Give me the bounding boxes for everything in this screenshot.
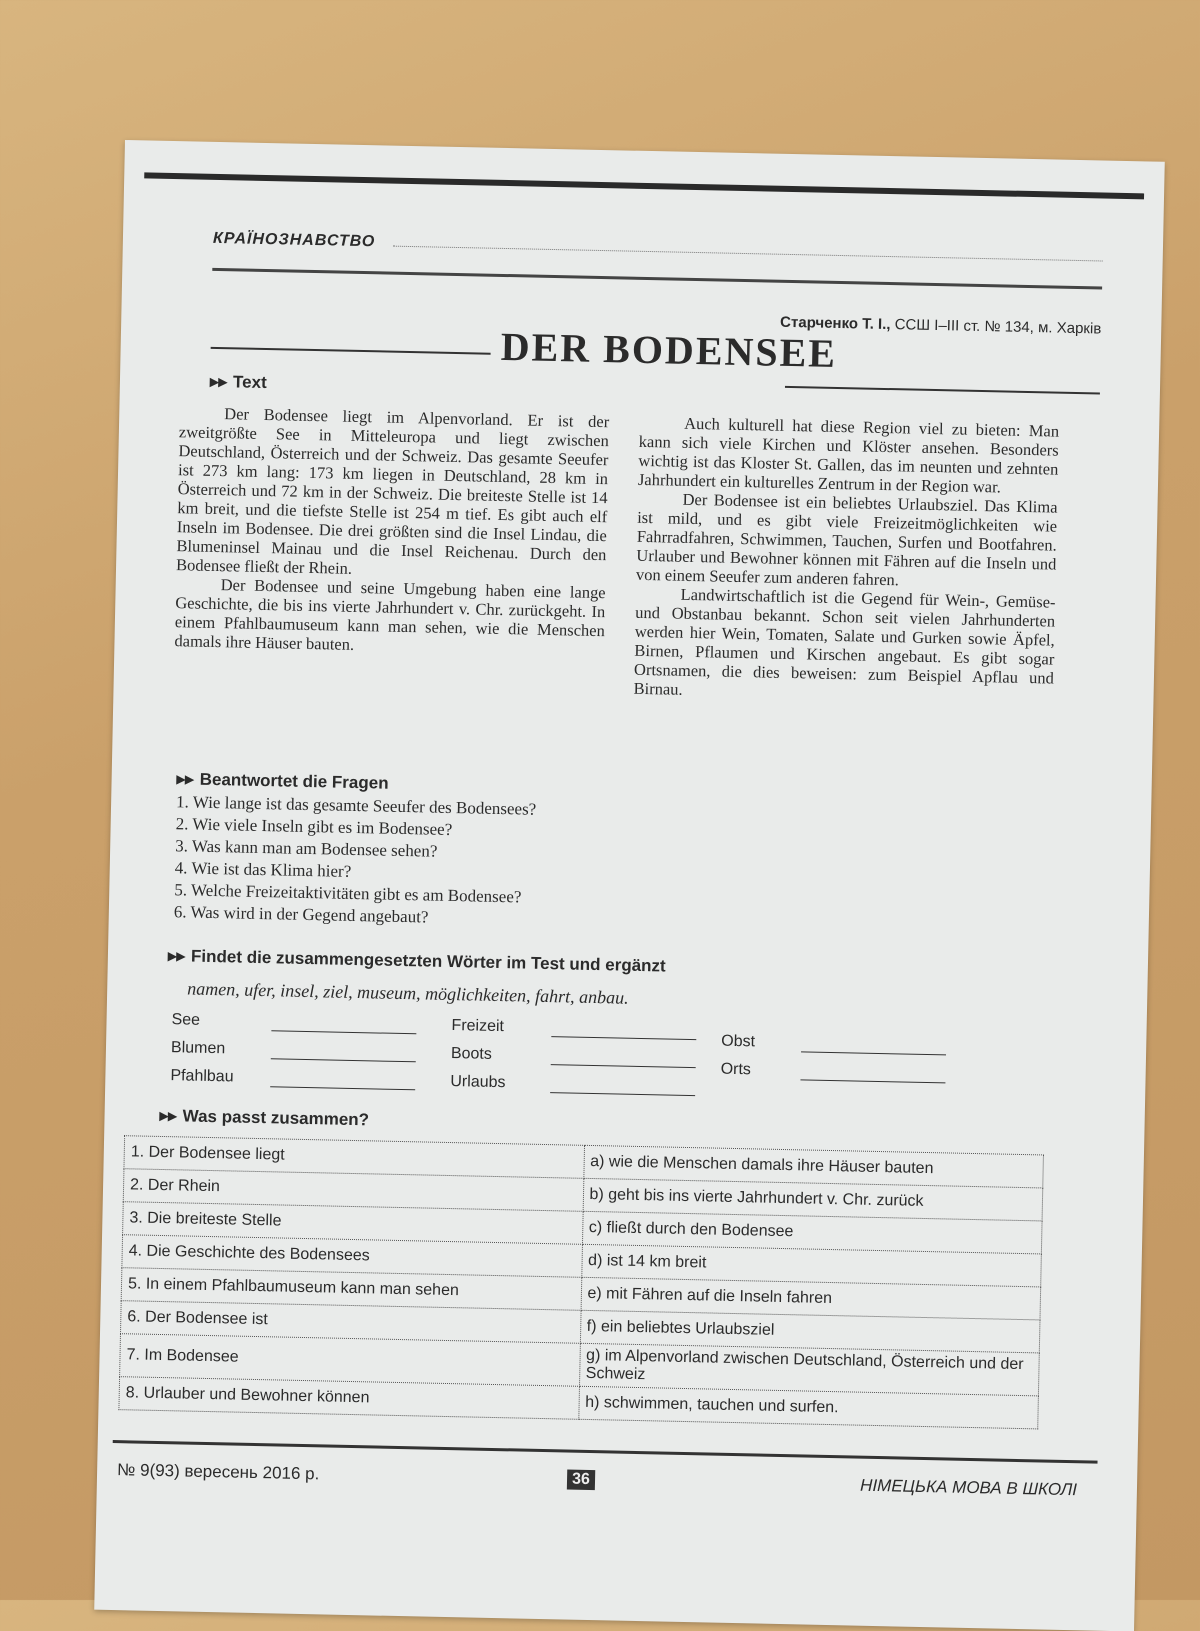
question-item: 4. Wie ist das Klima hier? [174, 858, 352, 881]
page-number: 36 [567, 1470, 595, 1491]
match-left: 6. Der Bodensee ist [121, 1301, 581, 1344]
match-heading [159, 1106, 369, 1130]
blank-label: Orts [720, 1060, 752, 1079]
blank-blumen [171, 1039, 416, 1062]
blank-label: Pfahlbau [170, 1067, 234, 1086]
match-left: 7. Im Bodensee [120, 1334, 580, 1387]
word-bank: namen, ufer, insel, ziel, museum, möglichkeiten, fahrt, anbau. [187, 978, 629, 1008]
match-right: d) ist 14 km breit [581, 1244, 1041, 1287]
author-school: ССШ І–ІІІ ст. № 134, м. Харків [894, 316, 1102, 338]
match-left: 8. Urlauber und Bewohner können [119, 1377, 579, 1420]
magazine-page [94, 140, 1165, 1631]
author-name: Старченко Т. І., [779, 313, 891, 334]
top-rule [144, 172, 1144, 199]
journal-name: НІМЕЦЬКА МОВА В ШКОЛІ [859, 1475, 1078, 1500]
blank-line[interactable] [270, 1072, 415, 1090]
match-left: 2. Der Rhein [123, 1169, 583, 1212]
match-right: b) geht bis ins vierte Jahrhundert v. Chr. zurück [583, 1178, 1043, 1221]
paragraph: Auch kulturell hat diese Region viel zu bieten: Man kann sich viele Kirchen und Klöster ansehen. Besonders wichtig ist das Kloster St. Gallen, das im neunten und zehnten Jahrhundert ein kulturelles Zentrum in der Region war. [637, 413, 1060, 497]
blank-label: Blumen [170, 1039, 226, 1058]
compound-heading-label: Findet die zusammengesetzten Wörter im Test und ergänzt [190, 946, 666, 976]
article-title: DER BODENSEE [500, 323, 838, 376]
paragraph: Der Bodensee und seine Umgebung haben eine lange Geschichte, die bis ins vierte Jahrhundert v. Chr. zurückgeht. In einem Pfahlbaumuseum kann man sehen, wie die Menschen damals ihre Häuser bauten. [174, 575, 606, 654]
issue-info: № 9(93) вересень 2016 р. [116, 1460, 320, 1484]
match-left: 5. In einem Pfahlbaumuseum kann man sehen [121, 1268, 581, 1311]
question-item: 1. Wie lange ist das gesamte Seeufer des Bodensees? [175, 792, 537, 819]
blank-label: Boots [450, 1045, 493, 1063]
paragraph: Der Bodensee ist ein beliebtes Urlaubsziel. Das Klima ist mild, und es gibt viele Freizeitmöglichkeiten wie Fahrradfahren, Schwimmen, Tauchen, Surfen und Bootfahren. Urlauber und Bewohner können mit Fähren auf die Inseln und von einem Seeufer zum anderen fahren. [635, 489, 1058, 590]
title-rule-left [211, 347, 491, 355]
match-left: 1. Der Bodensee liegt [124, 1136, 584, 1179]
blank-obst [721, 1033, 946, 1056]
match-right: g) im Alpenvorland zwischen Deutschland, Österreich und der Schweiz [579, 1343, 1039, 1396]
blank-pfahlbau [170, 1067, 415, 1090]
double-arrow-icon: ▸▸ [176, 769, 194, 789]
question-item: 5. Welche Freizeitaktivitäten gibt es am Bodensee? [174, 880, 522, 907]
blank-urlaubs [450, 1073, 695, 1096]
footer-rule [113, 1440, 1098, 1464]
blank-label: Freizeit [451, 1017, 505, 1036]
blank-label: Urlaubs [450, 1073, 506, 1092]
text-column-right [633, 413, 1059, 707]
blank-line[interactable] [801, 1037, 946, 1055]
double-arrow-icon: ▸▸ [159, 1105, 177, 1126]
blank-see [171, 1011, 416, 1034]
match-table [118, 1135, 1044, 1429]
match-heading-label: Was passt zusammen? [182, 1106, 370, 1130]
rubric-label: КРАЇНОЗНАВСТВО [212, 229, 376, 251]
text-heading [210, 372, 267, 393]
blank-line[interactable] [271, 1044, 416, 1062]
question-item: 3. Was kann man am Bodensee sehen? [175, 836, 438, 861]
compound-heading [168, 946, 666, 976]
paragraph: Landwirtschaftlich ist die Gegend für Wein-, Gemüse- und Obstanbau bekannt. Schon seit vielen Jahrhunderten werden hier Wein, Tomaten, Salate und Gurken sowie Äpfel, Birnen, Pflaumen und Kirschen angebaut. Es gibt sogar Ortsnamen, die dies beweisen: zum Beispiel Apflau und Birnau. [633, 584, 1056, 699]
question-item: 6. Was wird in der Gegend angebaut? [173, 902, 429, 927]
header-rule [212, 268, 1102, 290]
questions-list [174, 791, 537, 931]
double-arrow-icon: ▸▸ [209, 371, 228, 392]
text-heading-label: Text [232, 372, 267, 393]
match-left: 3. Die breiteste Stelle [123, 1202, 583, 1245]
blank-orts [720, 1061, 945, 1084]
blank-label: See [171, 1011, 201, 1029]
blank-line[interactable] [550, 1078, 695, 1096]
match-left: 4. Die Geschichte des Bodensees [122, 1235, 582, 1278]
blank-line[interactable] [551, 1022, 696, 1040]
text-column-left [174, 403, 609, 659]
blank-line[interactable] [800, 1065, 945, 1083]
match-right: c) fließt durch den Bodensee [582, 1211, 1042, 1254]
match-right: a) wie die Menschen damals ihre Häuser bauten [583, 1145, 1043, 1188]
title-rule-right [785, 386, 1100, 395]
questions-heading [176, 769, 388, 793]
match-right: f) ein beliebtes Urlaubsziel [580, 1310, 1040, 1353]
blank-label: Obst [721, 1032, 756, 1051]
paragraph: Der Bodensee liegt im Alpenvorland. Er ist der zweitgrößte See in Mitteleuropa und liegt zwischen Deutschland, Österreich und der Schweiz. Das gesamte Seeufer ist 273 km lang: 173 km liegen in Deutschland, 28 km in Österreich und 72 km in der Schweiz. Die breiteste Stelle ist 14 km breit, und die tiefste Stelle ist 254 m tief. Es gibt auch elf Inseln im Bodensee. Die drei größten sind die Insel Lindau, die Blumeninsel Mainau und die Insel Reichenau. Durch den Bodensee fließt der Rhein. [175, 404, 610, 578]
blank-line[interactable] [271, 1016, 416, 1034]
rubric-dotted-line [393, 246, 1103, 262]
blank-line[interactable] [551, 1050, 696, 1068]
question-item: 2. Wie viele Inseln gibt es im Bodensee? [175, 814, 453, 840]
match-right: h) schwimmen, tauchen und surfen. [578, 1386, 1038, 1429]
questions-heading-label: Beantwortet die Fragen [199, 769, 389, 793]
blank-freizeit [451, 1017, 696, 1040]
double-arrow-icon: ▸▸ [167, 946, 186, 966]
match-right: e) mit Fähren auf die Inseln fahren [581, 1277, 1041, 1320]
blank-boots [451, 1045, 696, 1068]
